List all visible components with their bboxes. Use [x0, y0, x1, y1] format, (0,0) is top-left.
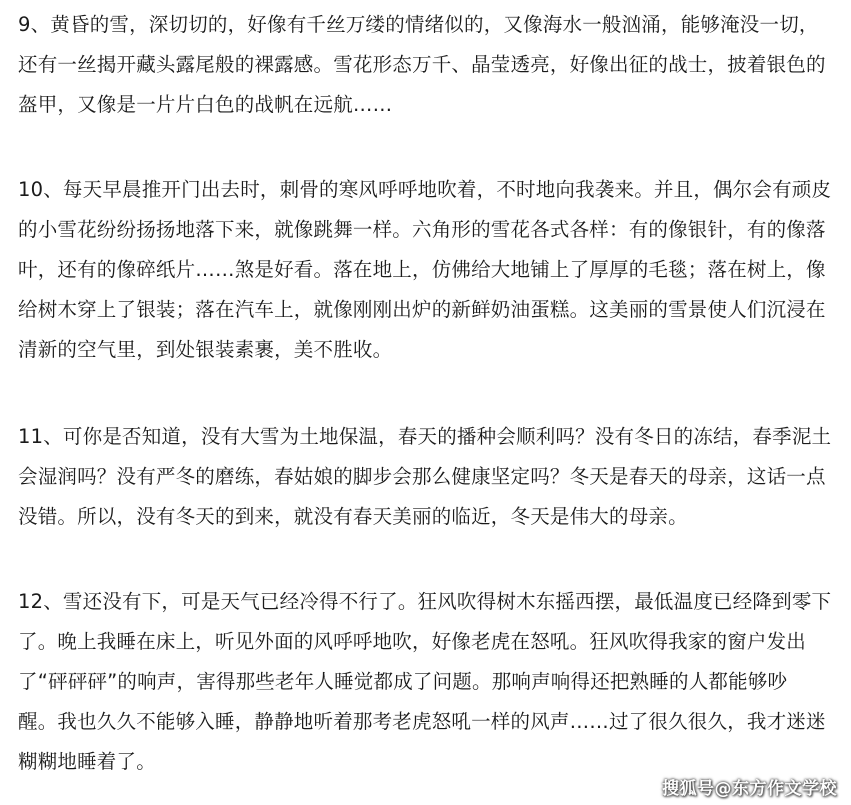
- paragraph-line: 11、可你是否知道，没有大雪为土地保温，春天的播种会顺利吗？没有冬日的冻结，春季泥土: [18, 425, 832, 448]
- paragraph-10: [18, 170, 831, 370]
- paragraph-line: 12、雪还没有下，可是天气已经冷得不行了。狂风吹得树木东摇西摆，最低温度已经降到零下: [18, 590, 832, 613]
- paragraph-line: 的小雪花纷纷扬扬地落下来，就像跳舞一样。六角形的雪花各式各样：有的像银针，有的像落: [18, 218, 826, 241]
- paragraph-line: 10、每天早晨推开门出去时，刺骨的寒风呼呼地吹着，不时地向我袭来。并且，偶尔会有顽皮: [18, 178, 832, 201]
- paragraph-11: [18, 417, 831, 537]
- paragraph-line: 醒。我也久久不能够入睡，静静地听着那考老虎怒吼一样的风声……过了很久很久，我才迷迷: [18, 710, 826, 733]
- paragraph-9: [18, 5, 826, 125]
- paragraph-line: 了“砰砰砰”的响声，害得那些老年人睡觉都成了问题。那响声响得还把熟睡的人都能够吵: [18, 670, 788, 693]
- paragraph-line: 了。晚上我睡在床上，听见外面的风呼呼地吹，好像老虎在怒吼。狂风吹得我家的窗户发出: [18, 630, 807, 653]
- paragraph-line: 盔甲，又像是一片片白色的战帆在远航……: [18, 93, 393, 116]
- paragraph-line: 会湿润吗？没有严冬的磨练，春姑娘的脚步会那么健康坚定吗？冬天是春天的母亲，这话一点: [18, 465, 826, 488]
- paragraph-line: 叶，还有的像碎纸片……煞是好看。落在地上，仿佛给大地铺上了厚厚的毛毯；落在树上，像: [18, 258, 826, 281]
- paragraph-line: 9、黄昏的雪，深切切的，好像有千丝万缕的情绪似的，又像海水一般汹涌，能够淹没一切，: [18, 13, 819, 36]
- paragraph-12: [18, 582, 831, 782]
- paragraph-line: 还有一丝揭开藏头露尾般的裸露感。雪花形态万千、晶莹透亮，好像出征的战士，披着银色的: [18, 53, 826, 76]
- paragraph-line: 给树木穿上了银装；落在汽车上，就像刚刚出炉的新鲜奶油蛋糕。这美丽的雪景使人们沉浸在: [18, 298, 826, 321]
- paragraph-line: 没错。所以，没有冬天的到来，就没有春天美丽的临近，冬天是伟大的母亲。: [18, 505, 688, 528]
- paragraph-line: 清新的空气里，到处银装素裹，美不胜收。: [18, 338, 393, 361]
- watermark: 搜狐号@东方作文学校: [662, 779, 837, 799]
- paragraph-line: 糊糊地睡着了。: [18, 750, 156, 773]
